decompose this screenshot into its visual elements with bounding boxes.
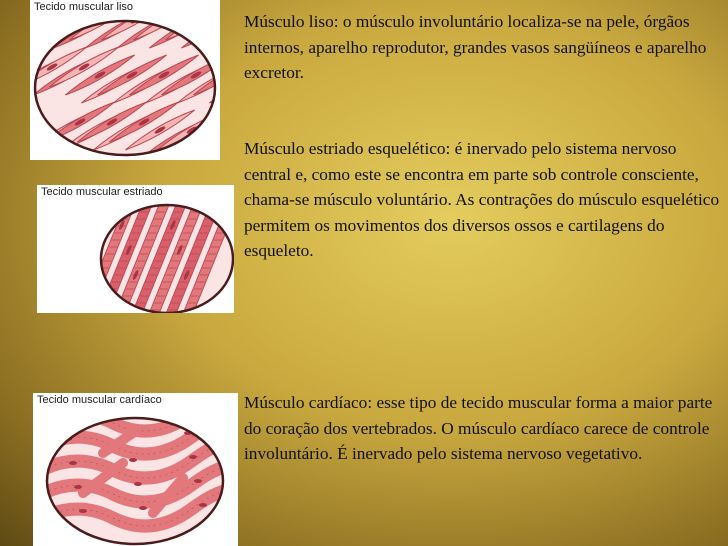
cardiac-muscle-text: Músculo cardíaco: esse tipo de tecido muscular forma a maior parte do coração dos vertebrados. O músculo cardíaco carece de controle involuntário. É inervado pelo sistema nervoso vegetativo.: [244, 393, 713, 463]
skeletal-muscle-description: [244, 136, 724, 264]
cell-nucleus: [66, 15, 78, 24]
cardiac-nucleus: [74, 485, 82, 489]
smooth-muscle-cell: [30, 0, 60, 35]
cell-nucleus: [34, 15, 46, 24]
smooth-muscle-cell: [30, 0, 44, 43]
smooth-muscle-label: Tecido muscular liso: [34, 1, 134, 13]
cell-nucleus: [178, 23, 190, 32]
cardiac-nucleus: [129, 458, 137, 462]
smooth-muscle-cell: [212, 5, 220, 51]
smooth-muscle-panel: [30, 0, 220, 160]
cell-body: [212, 5, 220, 51]
cell-body: [196, 0, 220, 43]
skeletal-muscle-illustration: [37, 185, 234, 313]
skeletal-muscle-fiber: [37, 185, 92, 313]
cardiac-nucleus: [69, 461, 77, 465]
cell-body: [164, 0, 220, 43]
cell-nucleus: [162, 15, 174, 24]
cardiac-muscle-label: Tecido muscular cardíaco: [37, 394, 162, 406]
smooth-muscle-cell: [164, 0, 220, 43]
fiber-nucleus: [81, 270, 89, 280]
skeletal-muscle-label: Tecido muscular estriado: [41, 186, 163, 198]
skeletal-muscle-text: Músculo estriado esquelético: é inervado pelo sistema nervoso central e, como este se encontra em parte sob controle consciente, chama-se músculo voluntário. As contrações do músculo esquelético permitem os movimentos dos diversos ossos e cartilagens do esqueleto.: [244, 139, 720, 260]
fiber-body: [38, 185, 109, 313]
cardiac-fiber: [33, 393, 238, 431]
cell-nucleus: [218, 125, 220, 134]
smooth-muscle-description: [244, 9, 724, 86]
fiber-nucleus: [67, 220, 75, 230]
smooth-muscle-cell: [204, 115, 220, 160]
cardiac-nucleus: [119, 411, 127, 415]
cell-body: [30, 0, 60, 35]
cardiac-nucleus: [59, 414, 67, 418]
cardiac-nucleus: [199, 503, 207, 507]
skeletal-muscle-panel: [37, 185, 234, 313]
smooth-muscle-text: Músculo liso: o músculo involuntário localiza-se na pele, órgãos internos, aparelho reprodutor, grandes vasos sangüíneos e aparelho excretor.: [244, 12, 707, 82]
smooth-muscle-cell: [180, 5, 220, 51]
smooth-muscle-illustration: [30, 0, 220, 160]
fiber-nucleus: [74, 245, 82, 255]
cardiac-muscle-description: [244, 390, 724, 467]
cell-body: [30, 0, 44, 43]
cell-body: [180, 5, 220, 51]
cardiac-nucleus: [134, 482, 142, 486]
cell-nucleus: [210, 23, 220, 32]
cardiac-nucleus: [179, 408, 187, 412]
cardiac-nucleus: [139, 506, 147, 510]
cell-nucleus: [50, 23, 62, 32]
cardiac-nucleus: [79, 509, 87, 513]
smooth-muscle-cell: [196, 0, 220, 43]
skeletal-muscle-fiber: [38, 185, 109, 313]
cardiac-nucleus: [189, 455, 197, 459]
cell-nucleus: [202, 133, 214, 142]
cell-nucleus: [194, 15, 206, 24]
fiber-body: [37, 185, 92, 313]
cardiac-muscle-illustration: [33, 393, 238, 546]
cardiac-muscle-panel: [33, 393, 238, 546]
cardiac-nucleus: [194, 479, 202, 483]
cell-body: [204, 115, 220, 160]
